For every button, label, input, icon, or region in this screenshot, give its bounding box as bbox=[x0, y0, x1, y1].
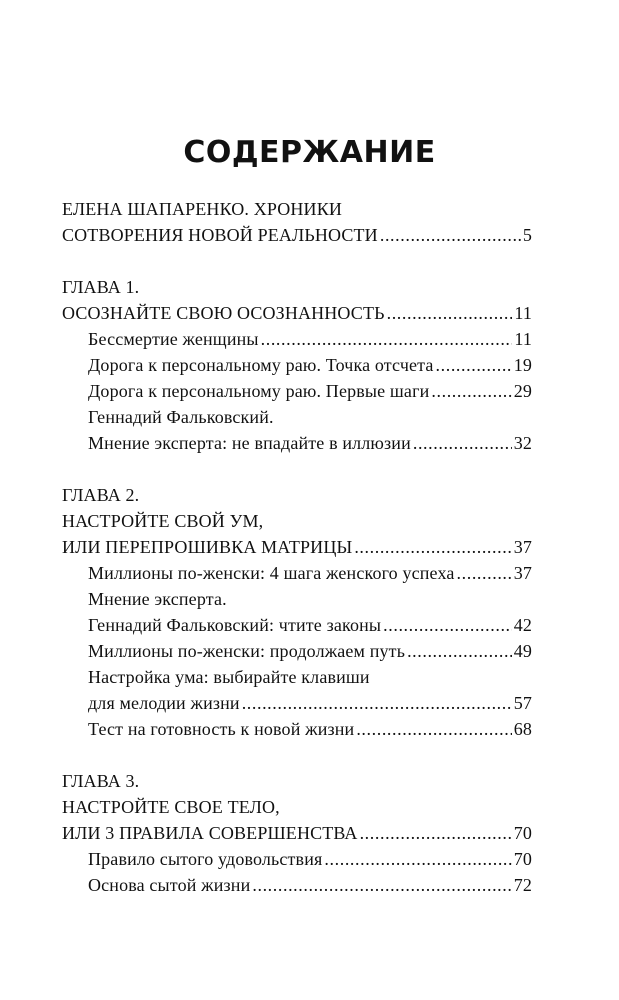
toc-entry-1-3[interactable] bbox=[62, 378, 532, 404]
toc-entry-title: Дорога к персональному раю. Точка отсчета bbox=[88, 355, 434, 375]
toc-entry-3-2[interactable] bbox=[62, 872, 532, 898]
dot-leader bbox=[261, 326, 513, 352]
toc-entry-2-2-line1: Мнение эксперта. bbox=[88, 589, 227, 609]
dot-leader bbox=[431, 378, 511, 404]
dot-leader bbox=[356, 716, 511, 742]
chapter-3-title-line1: НАСТРОЙТЕ СВОЕ ТЕЛО, bbox=[62, 797, 280, 817]
chapter-3-label: ГЛАВА 3. bbox=[62, 771, 140, 791]
dot-leader bbox=[324, 846, 511, 872]
toc-entry-title: ОСОЗНАЙТЕ СВОЮ ОСОЗНАННОСТЬ bbox=[62, 303, 385, 323]
toc-entry-title: Правило сытого удовольствия bbox=[88, 849, 323, 869]
toc-entry-title: Геннадий Фальковский: чтите законы bbox=[88, 615, 382, 635]
toc-entry-intro[interactable] bbox=[62, 222, 532, 248]
toc-entry-title: Миллионы по-женски: 4 шага женского успеха bbox=[88, 563, 455, 583]
toc-page-number: 42 bbox=[513, 615, 532, 635]
dot-leader bbox=[387, 300, 513, 326]
toc-entry-chapter-2[interactable] bbox=[62, 534, 532, 560]
toc-entry-title: ИЛИ 3 ПРАВИЛА СОВЕРШЕНСТВА bbox=[62, 823, 358, 843]
toc-page-number: 11 bbox=[514, 329, 532, 349]
toc-entry-2-3[interactable] bbox=[62, 638, 532, 664]
toc-entry-2-1[interactable] bbox=[62, 560, 532, 586]
toc-entry-title: Миллионы по-женски: продолжаем путь bbox=[88, 641, 406, 661]
dot-leader bbox=[383, 612, 512, 638]
toc-entry-title: Основа сытой жизни bbox=[88, 875, 251, 895]
toc-entry-1-4-line1: Геннадий Фальковский. bbox=[88, 407, 274, 427]
chapter-2-label: ГЛАВА 2. bbox=[62, 485, 140, 505]
dot-leader bbox=[436, 352, 512, 378]
dot-leader bbox=[252, 872, 511, 898]
toc-entry-title: СОТВОРЕНИЯ НОВОЙ РЕАЛЬНОСТИ bbox=[62, 225, 378, 245]
toc-intro-line1: ЕЛЕНА ШАПАРЕНКО. ХРОНИКИ bbox=[62, 199, 343, 219]
toc-page-number: 49 bbox=[513, 641, 532, 661]
toc-entry-2-5[interactable] bbox=[62, 716, 532, 742]
chapter-2-title-line1: НАСТРОЙТЕ СВОЙ УМ, bbox=[62, 511, 264, 531]
dot-leader bbox=[457, 560, 512, 586]
toc-entry-title: для мелодии жизни bbox=[88, 693, 240, 713]
toc-page-number: 37 bbox=[513, 563, 532, 583]
toc-entry-2-4-line1: Настройка ума: выбирайте клавиши bbox=[88, 667, 370, 687]
toc-page-number: 72 bbox=[513, 875, 532, 895]
toc-entry-2-2[interactable] bbox=[62, 612, 532, 638]
table-of-contents bbox=[62, 196, 532, 898]
section-gap bbox=[62, 248, 532, 274]
dot-leader bbox=[354, 534, 511, 560]
dot-leader bbox=[407, 638, 512, 664]
chapter-1-label: ГЛАВА 1. bbox=[62, 277, 140, 297]
toc-page-number: 32 bbox=[513, 433, 532, 453]
toc-page-number: 37 bbox=[513, 537, 532, 557]
toc-entry-title: ИЛИ ПЕРЕПРОШИВКА МАТРИЦЫ bbox=[62, 537, 353, 557]
toc-page-number: 19 bbox=[513, 355, 532, 375]
toc-page-number: 5 bbox=[522, 225, 532, 245]
dot-leader bbox=[413, 430, 512, 456]
toc-page-number: 68 bbox=[513, 719, 532, 739]
section-gap bbox=[62, 742, 532, 768]
toc-entry-title: Тест на готовность к новой жизни bbox=[88, 719, 355, 739]
toc-page-number: 70 bbox=[513, 823, 532, 843]
toc-heading: СОДЕРЖАНИЕ bbox=[183, 135, 436, 170]
toc-entry-title: Мнение эксперта: не впадайте в иллюзии bbox=[88, 433, 411, 453]
toc-page-number: 57 bbox=[513, 693, 532, 713]
toc-page-number: 11 bbox=[514, 303, 532, 323]
dot-leader bbox=[380, 222, 521, 248]
toc-entry-1-2[interactable] bbox=[62, 352, 532, 378]
dot-leader bbox=[242, 690, 512, 716]
section-gap bbox=[62, 456, 532, 482]
toc-entry-3-1[interactable] bbox=[62, 846, 532, 872]
dot-leader bbox=[360, 820, 512, 846]
toc-entry-title: Бессмертие женщины bbox=[88, 329, 259, 349]
toc-entry-2-4[interactable] bbox=[62, 690, 532, 716]
toc-entry-chapter-1[interactable] bbox=[62, 300, 532, 326]
toc-page-number: 29 bbox=[513, 381, 532, 401]
toc-page-number: 70 bbox=[513, 849, 532, 869]
toc-entry-1-1[interactable] bbox=[62, 326, 532, 352]
toc-entry-title: Дорога к персональному раю. Первые шаги bbox=[88, 381, 430, 401]
toc-entry-1-4[interactable] bbox=[62, 430, 532, 456]
toc-entry-chapter-3[interactable] bbox=[62, 820, 532, 846]
